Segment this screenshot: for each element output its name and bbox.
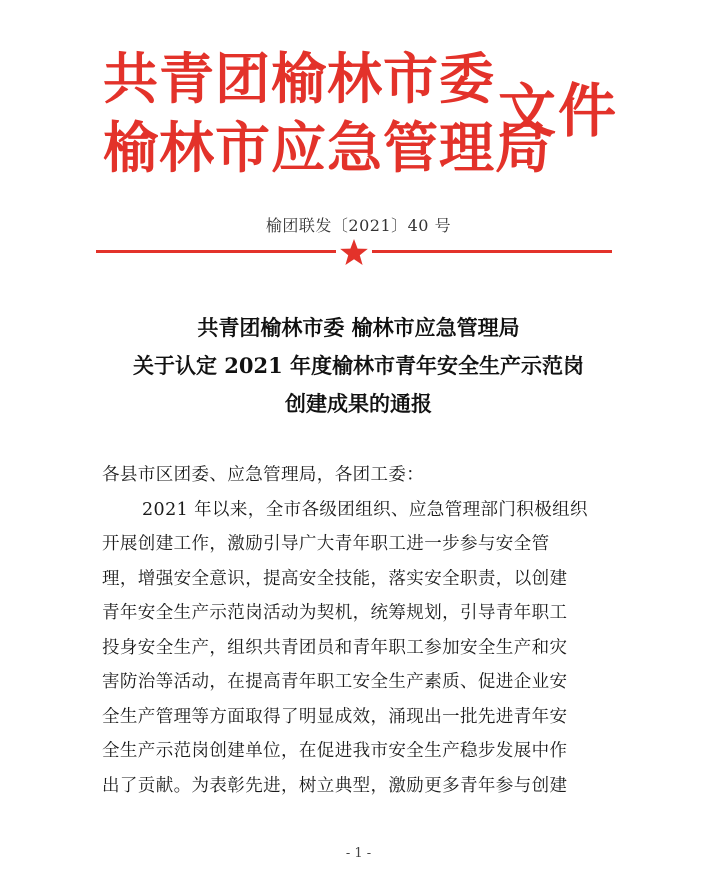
title-line-1: 共青团榆林市委 榆林市应急管理局 xyxy=(197,315,520,340)
title-line-3: 创建成果的通报 xyxy=(285,391,432,416)
issuer-name-2: 榆林市应急管理局 xyxy=(103,116,552,180)
red-star-icon xyxy=(339,238,369,266)
document-title xyxy=(0,309,717,423)
body-line-8: 全生产示范岗创建单位，在促进我市安全生产稳步发展中作 xyxy=(102,741,568,761)
body-line-7: 全生产管理等方面取得了明显成效，涌现出一批先进青年安 xyxy=(102,706,568,727)
page-number: - 1 - xyxy=(345,846,372,861)
document-header xyxy=(103,46,623,186)
body-line-2: 开展创建工作，激励引导广大青年职工进一步参与安全管 xyxy=(102,534,550,554)
red-rule-left xyxy=(96,250,336,253)
document-label: 文件 xyxy=(498,77,619,145)
body-line-4: 青年安全生产示范岗活动为契机，统筹规划，引导青年职工 xyxy=(102,603,568,623)
issuer-name-1: 共青团榆林市委 xyxy=(103,47,496,111)
salutation: 各县市区团委、应急管理局，各团工委： xyxy=(102,465,425,485)
body-line-1: 2021 年以来，全市各级团组织、应急管理部门积极组织 xyxy=(142,499,588,520)
document-body xyxy=(102,458,622,803)
title-line-2: 关于认定 2021 年度榆林市青年安全生产示范岗 xyxy=(132,353,585,378)
body-line-3: 理，增强安全意识，提高安全技能，落实安全职责，以创建 xyxy=(102,568,568,589)
body-line-9: 出了贡献。为表彰先进，树立典型，激励更多青年参与创建 xyxy=(102,775,568,796)
document-number: 榆团联发〔2021〕40 号 xyxy=(265,216,452,235)
body-line-5: 投身安全生产，组织共青团员和青年职工参加安全生产和灾 xyxy=(102,637,568,658)
red-rule-right xyxy=(372,250,612,253)
body-line-6: 害防治等活动，在提高青年职工安全生产素质、促进企业安 xyxy=(102,672,568,692)
